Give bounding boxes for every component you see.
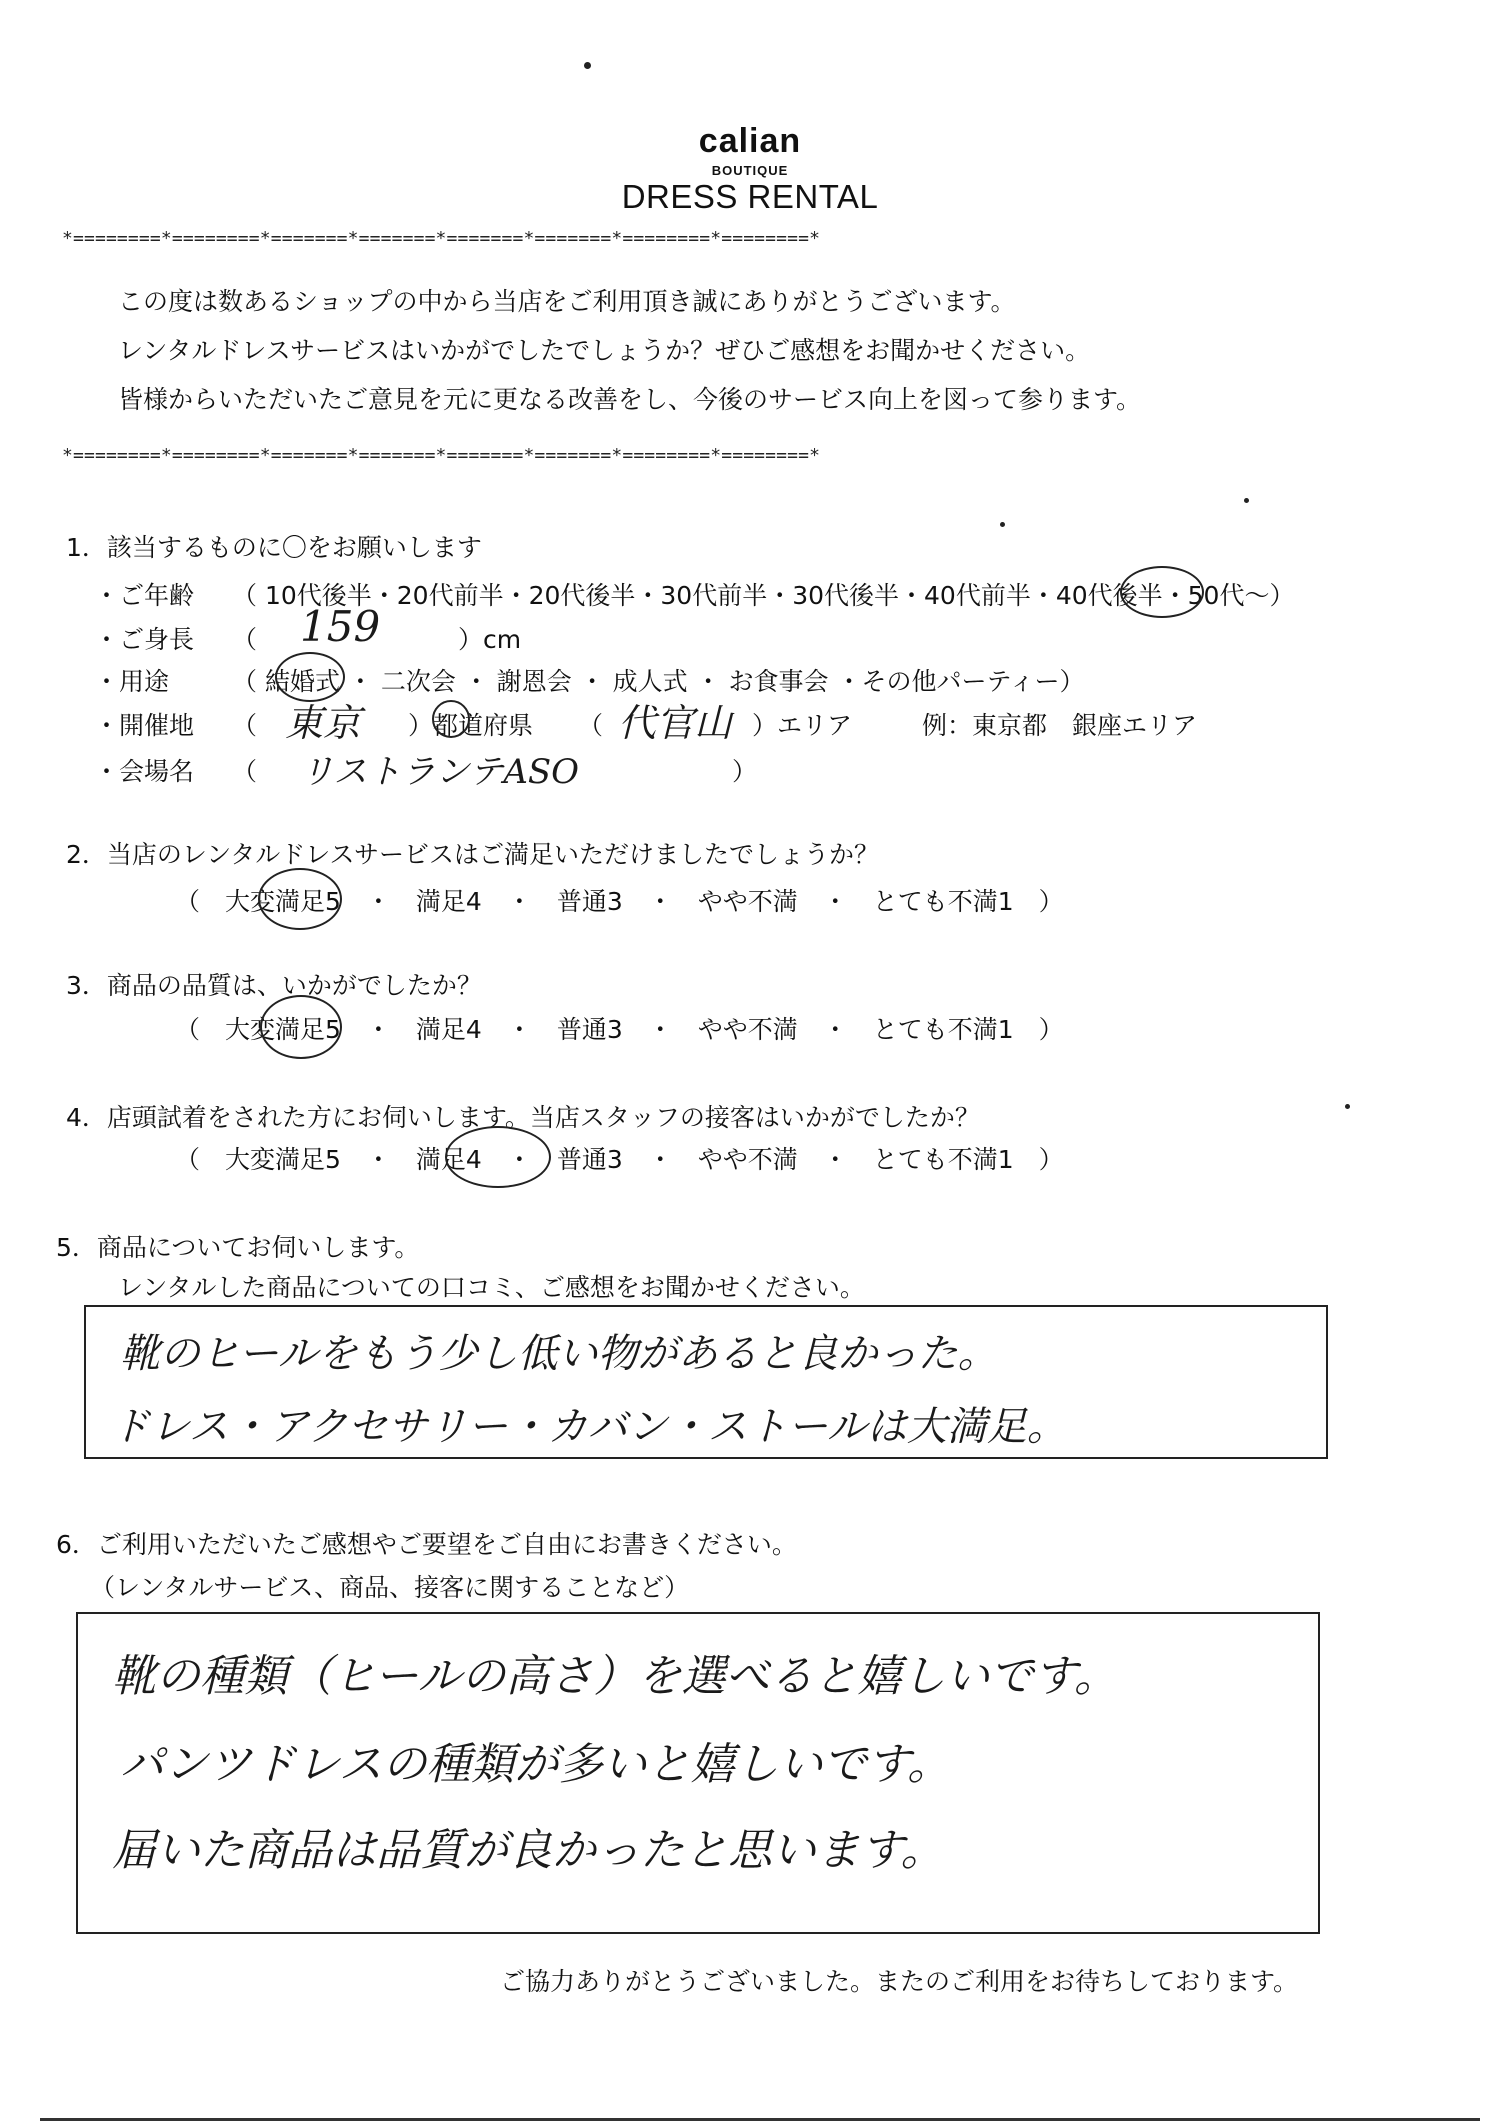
- prefecture-value: 東京: [285, 701, 362, 745]
- purpose-label: ・用途: [94, 667, 170, 696]
- prefecture-selection-circle: [432, 700, 470, 738]
- height-value: 159: [300, 602, 381, 651]
- scan-speck: [1000, 522, 1005, 527]
- q6-answer-line-2: パンツドレスの種類が多いと嬉しいです。: [120, 1739, 952, 1790]
- age-options: （ 10代後半・20代前半・20代後半・30代前半・30代後半・40代前半・40代後半・50代～）: [232, 581, 1295, 610]
- intro-line-1: この度は数あるショップの中から当店をご利用頂き誠にありがとうございます。: [118, 287, 1016, 316]
- q4-title: 4．店頭試着をされた方にお伺いします。当店スタッフの接客はいかがでしたか？: [66, 1103, 980, 1132]
- q6-subtitle: （レンタルサービス、商品、接客に関することなど）: [90, 1573, 690, 1602]
- scan-speck: [1345, 1104, 1350, 1109]
- age-selection-circle: [1120, 566, 1204, 618]
- venue-label: ・会場名: [94, 757, 195, 786]
- q4-options: （ 大変満足5 ・ 満足4 ・ 普通3 ・ やや不満 ・ とても不満1 ）: [175, 1145, 1064, 1174]
- venue-open-paren: （: [232, 757, 258, 786]
- q3-options: （ 大変満足5 ・ 満足4 ・ 普通3 ・ やや不満 ・ とても不満1 ）: [175, 1015, 1064, 1044]
- q1-title: 1．該当するものに〇をお願いします: [66, 533, 482, 562]
- area-suffix: ）エリア: [752, 711, 853, 740]
- location-open-paren: （: [232, 711, 258, 740]
- q3-title: 3．商品の品質は、いかがでしたか？: [66, 971, 482, 1000]
- height-unit: ）cm: [458, 625, 522, 654]
- q5-answer-line-2: ドレス・アクセサリー・カバン・ストールは大満足。: [110, 1404, 1067, 1450]
- q6-title: 6．ご利用いただいたご感想やご要望をご自由にお書きください。: [56, 1530, 797, 1559]
- q6-answer-line-3: 届いた商品は品質が良かったと思います。: [112, 1825, 945, 1876]
- q2-title: 2．当店のレンタルドレスサービスはご満足いただけましたでしょうか？: [66, 840, 880, 869]
- q5-title: 5．商品についてお伺いします。: [56, 1233, 420, 1262]
- height-open-paren: （: [232, 625, 258, 654]
- height-label: ・ご身長: [94, 625, 195, 654]
- logo-brand: calian: [698, 122, 802, 160]
- q5-subtitle: レンタルした商品についての口コミ、ご感想をお聞かせください。: [118, 1273, 865, 1302]
- page-title: DRESS RENTAL: [621, 178, 879, 215]
- thanks-message: ご協力ありがとうございました。またのご利用をお待ちしております。: [500, 1967, 1299, 1996]
- intro-line-3: 皆様からいただいたご意見を元に更なる改善をし、今後のサービス向上を図って参ります。: [118, 385, 1142, 414]
- prefecture-suffix: ）都道府県: [408, 711, 534, 740]
- q3-selection-circle: [260, 995, 342, 1059]
- purpose-options: （ 結婚式 ・ 二次会 ・ 謝恩会 ・ 成人式 ・ お食事会 ・その他パーティー）: [232, 667, 1085, 696]
- q4-selection-circle: [445, 1126, 551, 1188]
- bottom-edge-line: [40, 2118, 1480, 2121]
- area-open-paren: （: [578, 711, 604, 740]
- venue-value: リストランテASO: [300, 752, 580, 792]
- q2-options: （ 大変満足5 ・ 満足4 ・ 普通3 ・ やや不満 ・ とても不満1 ）: [175, 887, 1064, 916]
- q5-answer-line-1: 靴のヒールをもう少し低い物があると良かった。: [120, 1331, 998, 1377]
- location-example: 例：東京都 銀座エリア: [922, 711, 1198, 740]
- q6-answer-line-1: 靴の種類（ヒールの高さ）を選べると嬉しいです。: [112, 1651, 1118, 1702]
- scan-speck: [1244, 498, 1249, 503]
- scan-speck: [584, 62, 591, 69]
- venue-close-paren: ）: [732, 757, 758, 786]
- intro-line-2: レンタルドレスサービスはいかがでしたでしょうか？ぜひご感想をお聞かせください。: [118, 336, 1091, 365]
- logo-subtitle: BOUTIQUE: [711, 163, 789, 178]
- location-label: ・開催地: [94, 711, 195, 740]
- area-value: 代官山: [618, 701, 733, 745]
- separator-top: *========*========*=======*=======*=======*=======*========*========*: [62, 228, 821, 249]
- age-label: ・ご年齢: [94, 581, 195, 610]
- q2-selection-circle: [258, 868, 342, 930]
- separator-bottom: *========*========*=======*=======*=======*=======*========*========*: [62, 445, 821, 466]
